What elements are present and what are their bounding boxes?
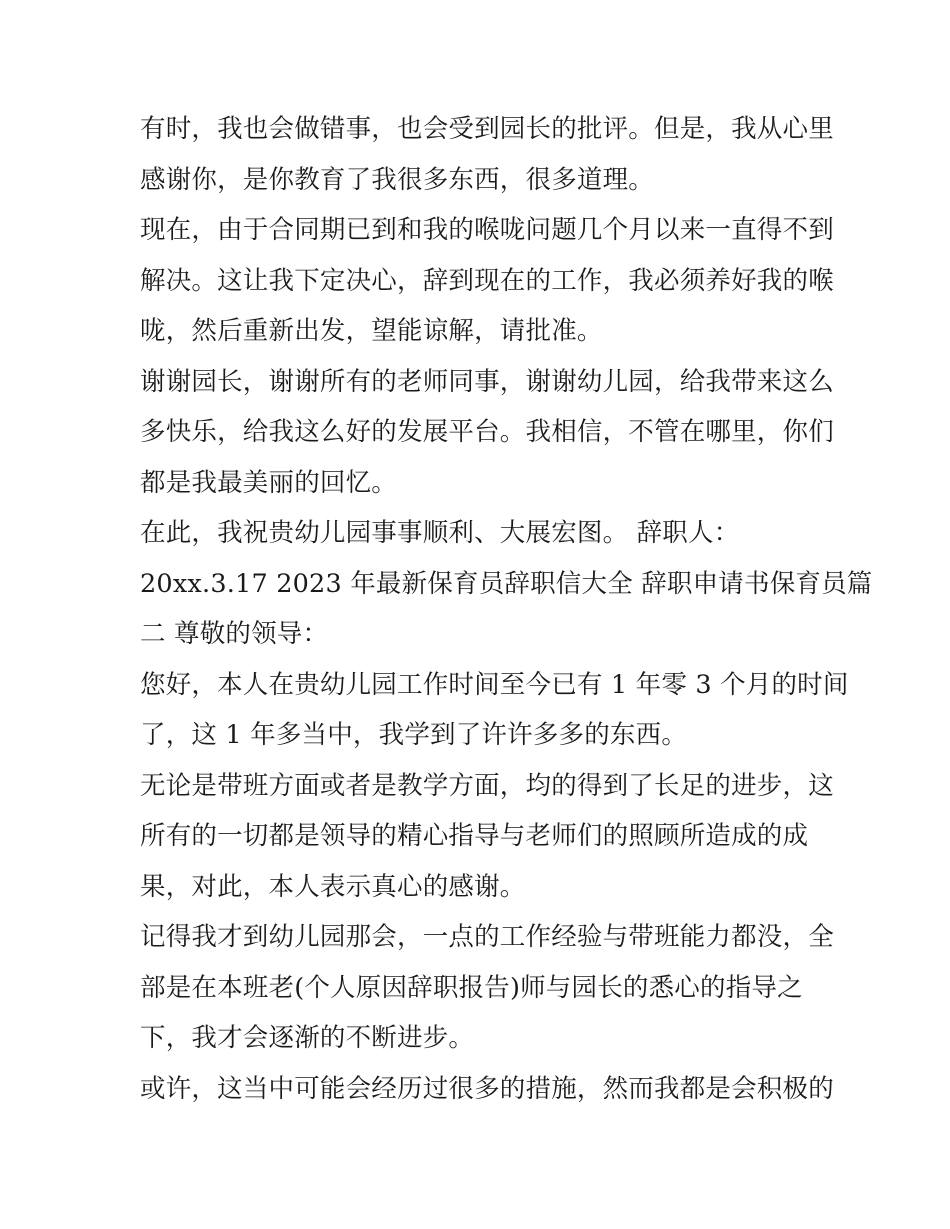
- text-line: 20xx.3.17 2023 年最新保育员辞职信大全 辞职申请书保育员篇: [140, 568, 873, 599]
- text-line: 都是我最美丽的回忆。: [140, 467, 398, 498]
- text-line: 谢谢园长，谢谢所有的老师同事，谢谢幼儿园，给我带来这么: [140, 366, 834, 397]
- text-line: 咙，然后重新出发，望能谅解，请批准。: [140, 316, 603, 346]
- text-line: 感谢你，是你教育了我很多东西，很多道理。: [140, 164, 655, 195]
- text-line: 或许，这当中可能会经历过很多的措施，然而我都是会积极的: [140, 1073, 834, 1104]
- text-line: 二 尊敬的领导：: [140, 619, 329, 649]
- text-line: 您好，本人在贵幼儿园工作时间至今已有 1 年零 3 个月的时间: [140, 669, 849, 700]
- text-line: 了，这 1 年多当中，我学到了许许多多的东西。: [140, 720, 688, 750]
- text-line: 现在，由于合同期已到和我的喉咙问题几个月以来一直得不到: [140, 215, 834, 245]
- text-line: 部是在本班老(个人原因辞职报告)师与园长的悉心的指导之: [140, 972, 803, 1003]
- text-line: 无论是带班方面或者是教学方面，均的得到了长足的进步，这: [140, 770, 834, 801]
- text-line: 果，对此，本人表示真心的感谢。: [140, 871, 526, 902]
- text-line: 所有的一切都是领导的精心指导与老师们的照顾所造成的成: [140, 821, 809, 851]
- text-line: 记得我才到幼儿园那会，一点的工作经验与带班能力都没，全: [140, 922, 834, 952]
- text-line: 多快乐，给我这么好的发展平台。我相信，不管在哪里，你们: [140, 417, 834, 447]
- text-line: 在此，我祝贵幼儿园事事顺利、大展宏图。 辞职人：: [140, 518, 740, 548]
- text-line: 下，我才会逐渐的不断进步。: [140, 1023, 475, 1053]
- document-body: [140, 104, 873, 1114]
- text-line: 有时，我也会做错事，也会受到园长的批评。但是，我从心里: [140, 114, 834, 144]
- text-line: 解决。这让我下定决心，辞到现在的工作，我必须养好我的喉: [140, 265, 834, 296]
